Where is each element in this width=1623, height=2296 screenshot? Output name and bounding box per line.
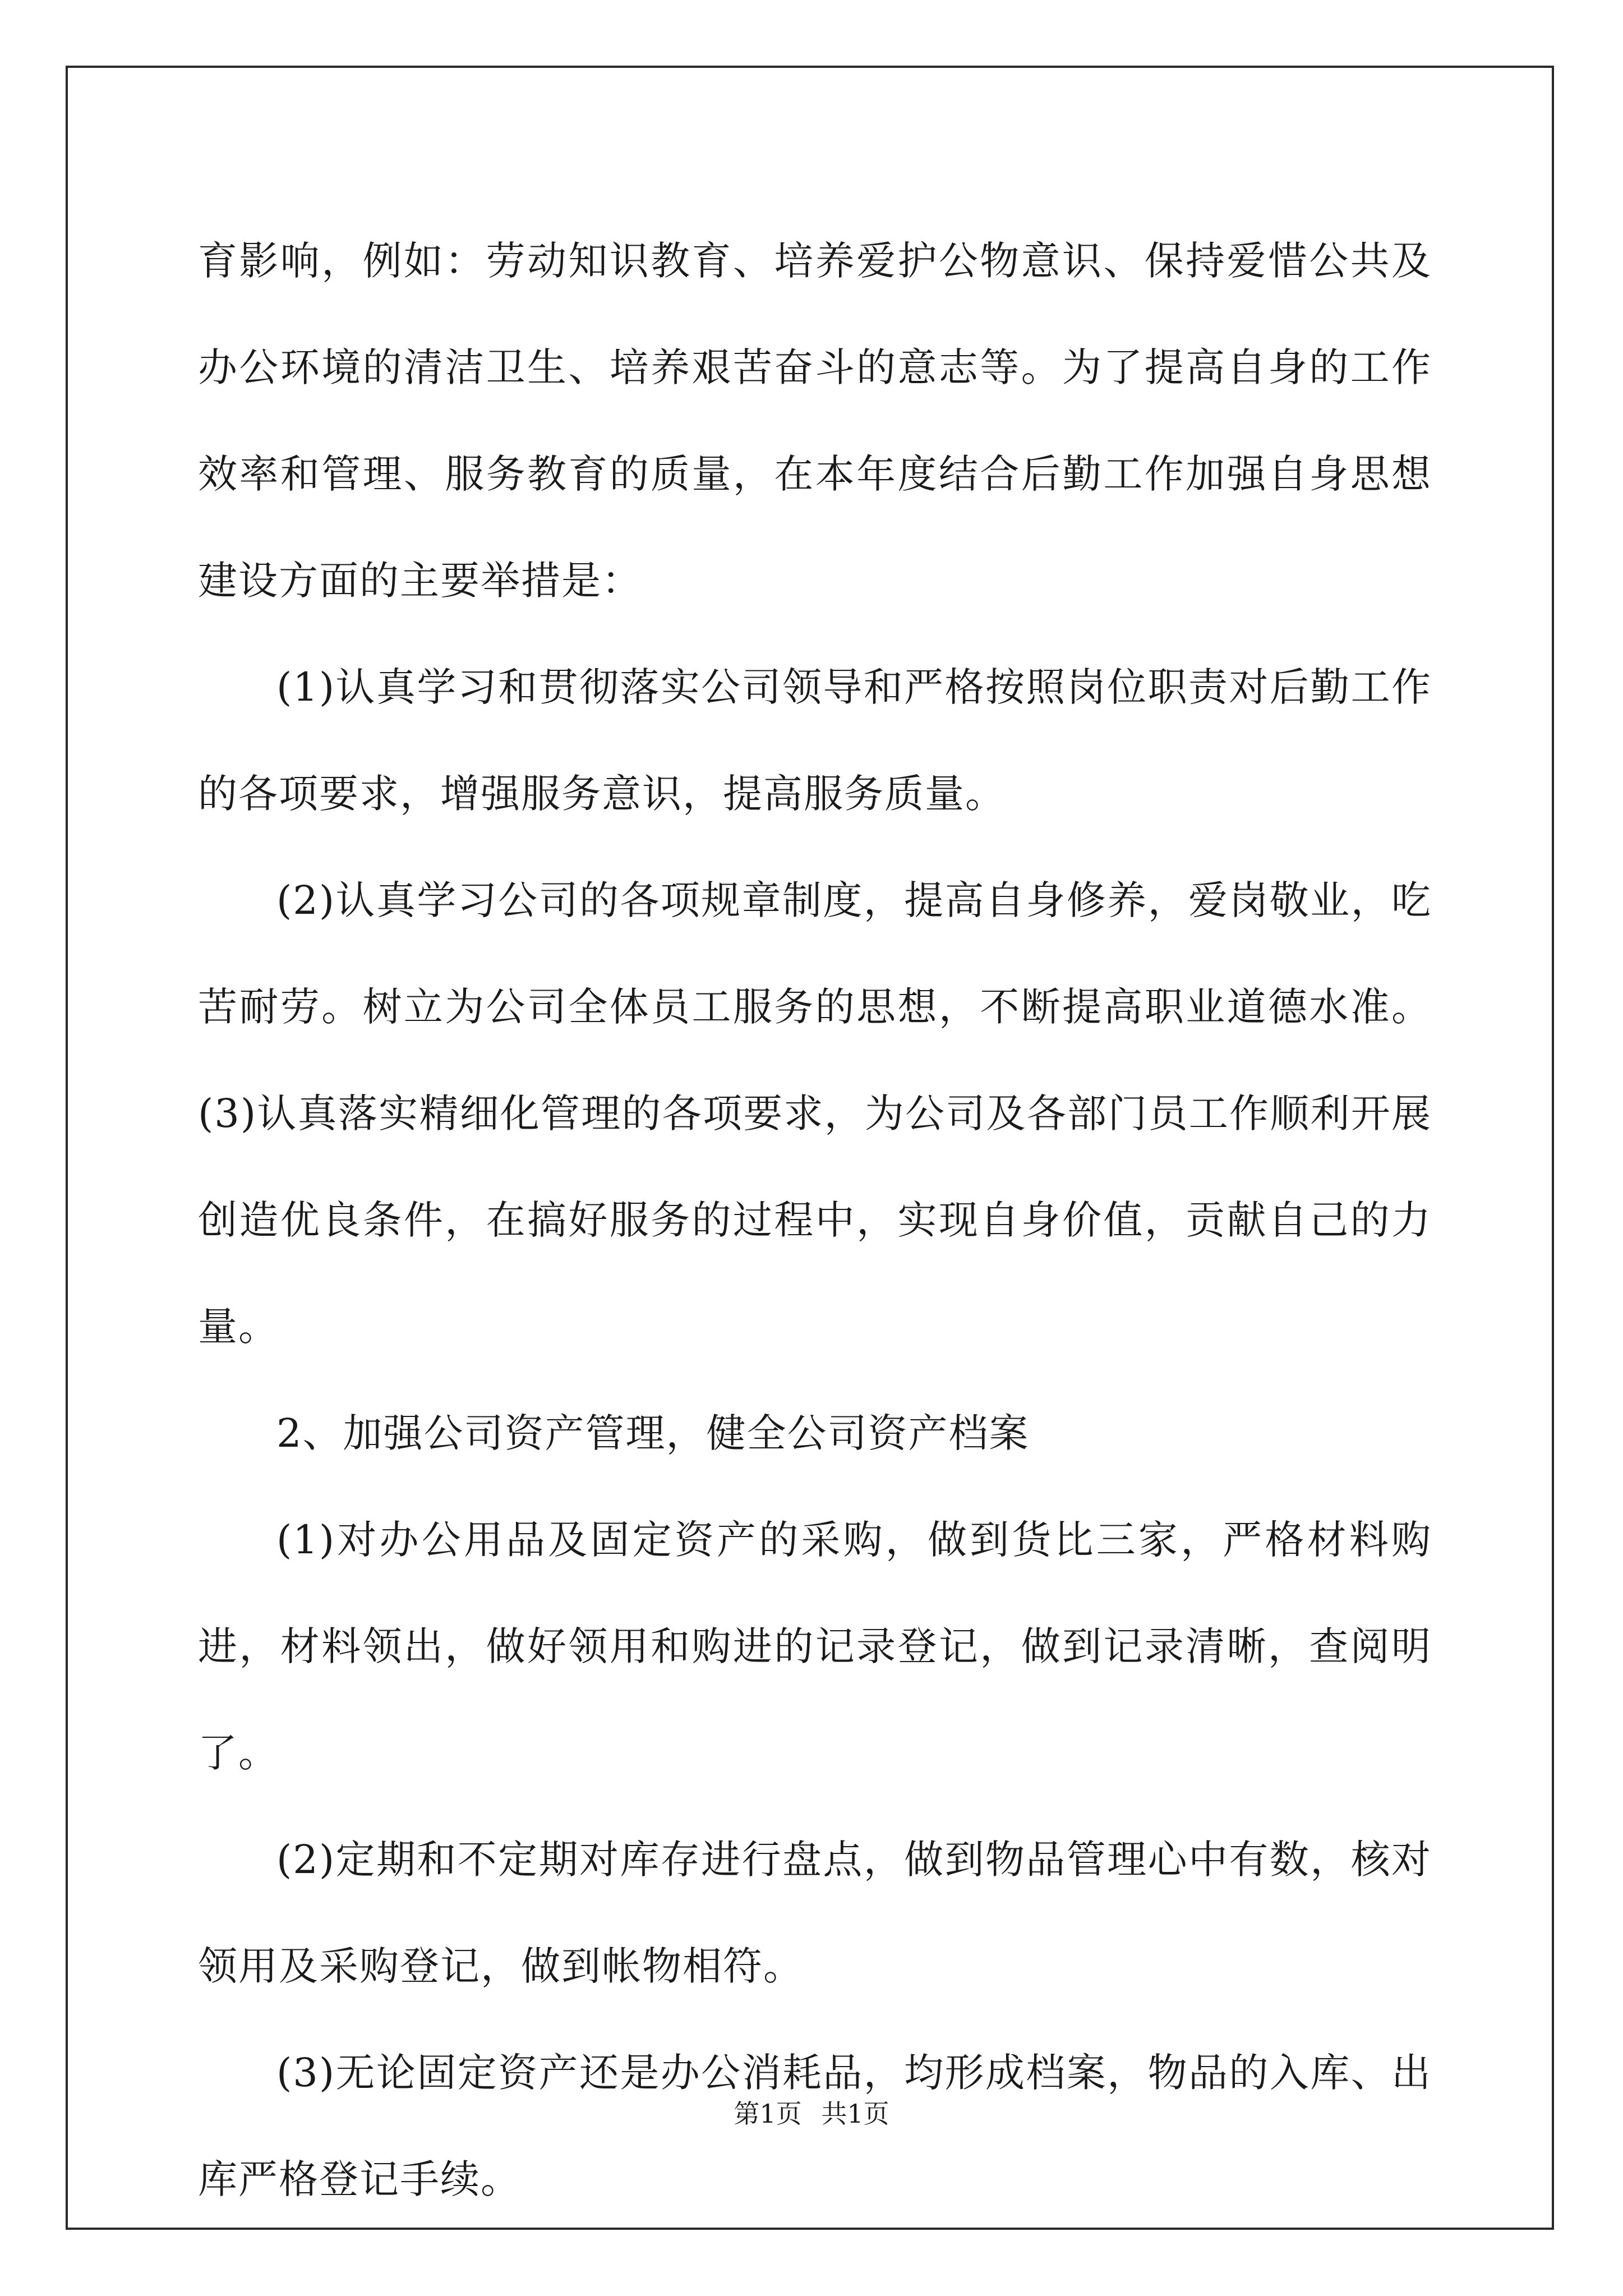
page-footer bbox=[0, 2097, 1623, 2131]
paragraph-item-2: (2)认真学习公司的各项规章制度，提高自身修养，爱岗敬业，吃苦耐劳。树立为公司全体员工服务的思想，不断提高职业道德水准。(3)认真落实精细化管理的各项要求，为公司及各部门员工作顺利开展创造优良条件，在搞好服务的过程中，实现自身价值，贡献自己的力量。 bbox=[198, 877, 1432, 1350]
page-number: 第1页 bbox=[734, 2099, 802, 2129]
page-total: 共1页 bbox=[821, 2099, 889, 2129]
paragraph-asset-item-3: (3)无论固定资产还是办公消耗品，均形成档案，物品的入库、出库严格登记手续。 bbox=[198, 2050, 1432, 2202]
document-body bbox=[198, 208, 1432, 2233]
paragraph-asset-item-1: (1)对办公用品及固定资产的采购，做到货比三家，严格材料购进，材料领出，做好领用和购进的记录登记，做到记录清晰，查阅明了。 bbox=[198, 1517, 1432, 1776]
paragraph-asset-item-2: (2)定期和不定期对库存进行盘点，做到物品管理心中有数，核对领用及采购登记，做到帐物相符。 bbox=[198, 1837, 1432, 1989]
paragraph-continuation: 育影响，例如：劳动知识教育、培养爱护公物意识、保持爱惜公共及办公环境的清洁卫生、培养艰苦奋斗的意志等。为了提高自身的工作效率和管理、服务教育的质量，在本年度结合后勤工作加强自身思想建设方面的主要举措是： bbox=[198, 238, 1432, 604]
section-heading-asset-management: 2、加强公司资产管理，健全公司资产档案 bbox=[276, 1410, 1030, 1456]
paragraph-item-1: (1)认真学习和贯彻落实公司领导和严格按照岗位职责对后勤工作的各项要求，增强服务意识，提高服务质量。 bbox=[198, 664, 1432, 817]
